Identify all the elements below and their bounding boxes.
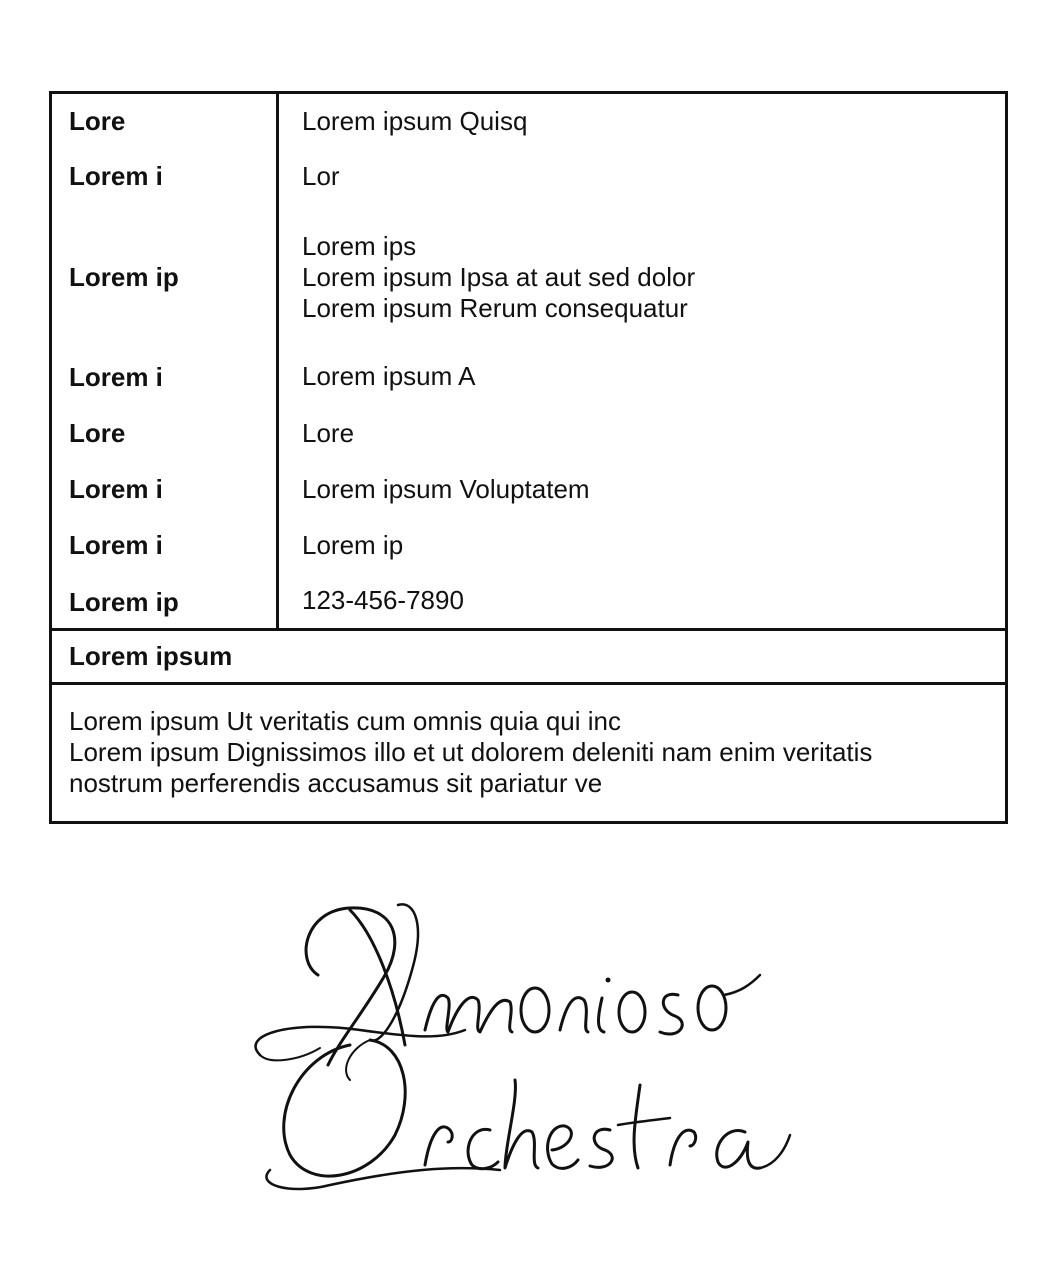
- field-value: Lorem ipsum Rerum consequatur: [302, 293, 688, 323]
- field-label: Lorem i: [69, 362, 163, 392]
- column-divider: [276, 94, 279, 631]
- field-value: Lorem ipsum A: [302, 361, 476, 391]
- field-value: Lorem ip: [302, 530, 404, 560]
- field-value: Lorem ips: [302, 231, 417, 261]
- field-value: Lor: [302, 161, 340, 191]
- field-value: 123-456-7890: [302, 585, 464, 615]
- field-value: Lorem ipsum Voluptatem: [302, 474, 590, 504]
- notes-line: Lorem ipsum Ut veritatis cum omnis quia qui inc: [69, 706, 621, 736]
- notes-body: [69, 706, 994, 799]
- notes-line: Lorem ipsum Dignissimos illo et ut dolorem deleniti nam enim veritatis: [69, 737, 873, 767]
- field-value: Lore: [302, 418, 355, 448]
- notes-line: nostrum perferendis accusamus sit pariatur ve: [69, 768, 603, 798]
- field-label: Lorem ip: [69, 262, 179, 292]
- field-value: Lorem ipsum Quisq: [302, 106, 528, 136]
- field-label: Lorem i: [69, 474, 163, 504]
- field-label: Lorem i: [69, 530, 163, 560]
- field-value: Lorem ipsum Ipsa at aut sed dolor: [302, 262, 696, 292]
- notes-header: [52, 631, 1005, 685]
- field-label: Lorem ip: [69, 587, 179, 617]
- field-label: Lore: [69, 106, 126, 136]
- field-label: Lorem i: [69, 161, 163, 191]
- document-frame: [49, 91, 1008, 824]
- field-label: Lore: [69, 418, 126, 448]
- notes-title: Lorem ipsum: [69, 641, 233, 671]
- info-table: [52, 94, 1005, 631]
- signature-logo: [200, 880, 845, 1210]
